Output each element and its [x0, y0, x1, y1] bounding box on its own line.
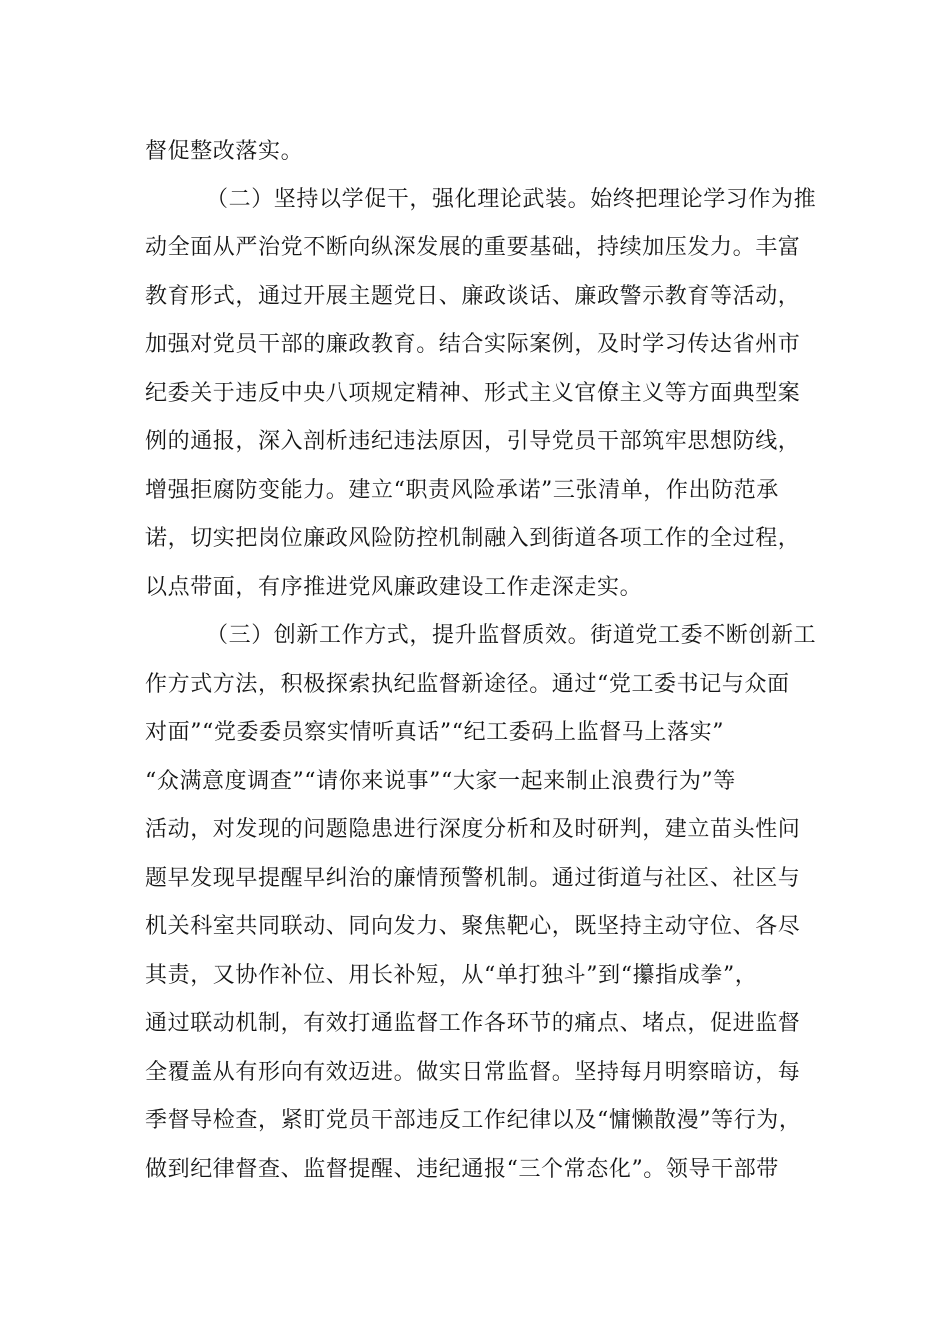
text-line: 以点带面，有序推进党风廉政建设工作走深走实。 — [145, 575, 643, 600]
text-line: 纪委关于违反中央八项规定精神、形式主义官僚主义等方面典型案 — [145, 381, 801, 406]
text-line: 做到纪律督查、监督提醒、违纪通报“三个常态化”。领导干部带 — [145, 1157, 779, 1182]
text-line: 其责，又协作补位、用长补短，从“单打独斗”到“攥指成拳”， — [145, 963, 758, 988]
text-line: 教育形式，通过开展主题党日、廉政谈话、廉政警示教育等活动， — [145, 284, 801, 309]
text-line: 题早发现早提醒早纠治的廉情预警机制。通过街道与社区、社区与 — [145, 866, 801, 891]
text-line: 活动，对发现的问题隐患进行深度分析和及时研判，建立苗头性问 — [145, 817, 801, 842]
text-line: 作方式方法，积极探索执纪监督新途径。通过“党工委书记与众面 — [145, 672, 790, 697]
section-heading-line: （二）坚持以学促干，强化理论武装。始终把理论学习作为推 — [206, 187, 817, 212]
text-line: 诺，切实把岗位廉政风险防控机制融入到街道各项工作的全过程， — [145, 526, 801, 551]
text-line: 对面”“党委委员察实情听真话”“纪工委码上监督马上落实” — [145, 720, 725, 745]
text-line: “众满意度调查”“请你来说事”“大家一起来制止浪费行为”等 — [145, 769, 736, 794]
text-line: 全覆盖从有形向有效迈进。做实日常监督。坚持每月明察暗访，每 — [145, 1060, 801, 1085]
text-line: 例的通报，深入剖析违纪违法原因，引导党员干部筑牢思想防线， — [145, 429, 801, 454]
text-line: 增强拒腐防变能力。建立“职责风险承诺”三张清单，作出防范承 — [145, 478, 779, 503]
section-heading-line: （三）创新工作方式，提升监督质效。街道党工委不断创新工 — [206, 623, 817, 648]
text-line: 季督导检查，紧盯党员干部违反工作纪律以及“慵懒散漫”等行为， — [145, 1108, 802, 1133]
text-line: 动全面从严治党不断向纵深发展的重要基础，持续加压发力。丰富 — [145, 235, 801, 260]
text-line: 机关科室共同联动、同向发力、聚焦靶心，既坚持主动守位、各尽 — [145, 914, 801, 939]
text-line: 督促整改落实。 — [145, 139, 304, 164]
text-line: 通过联动机制，有效打通监督工作各环节的痛点、堵点，促进监督 — [145, 1011, 801, 1036]
text-line: 加强对党员干部的廉政教育。结合实际案例，及时学习传达省州市 — [145, 332, 801, 357]
